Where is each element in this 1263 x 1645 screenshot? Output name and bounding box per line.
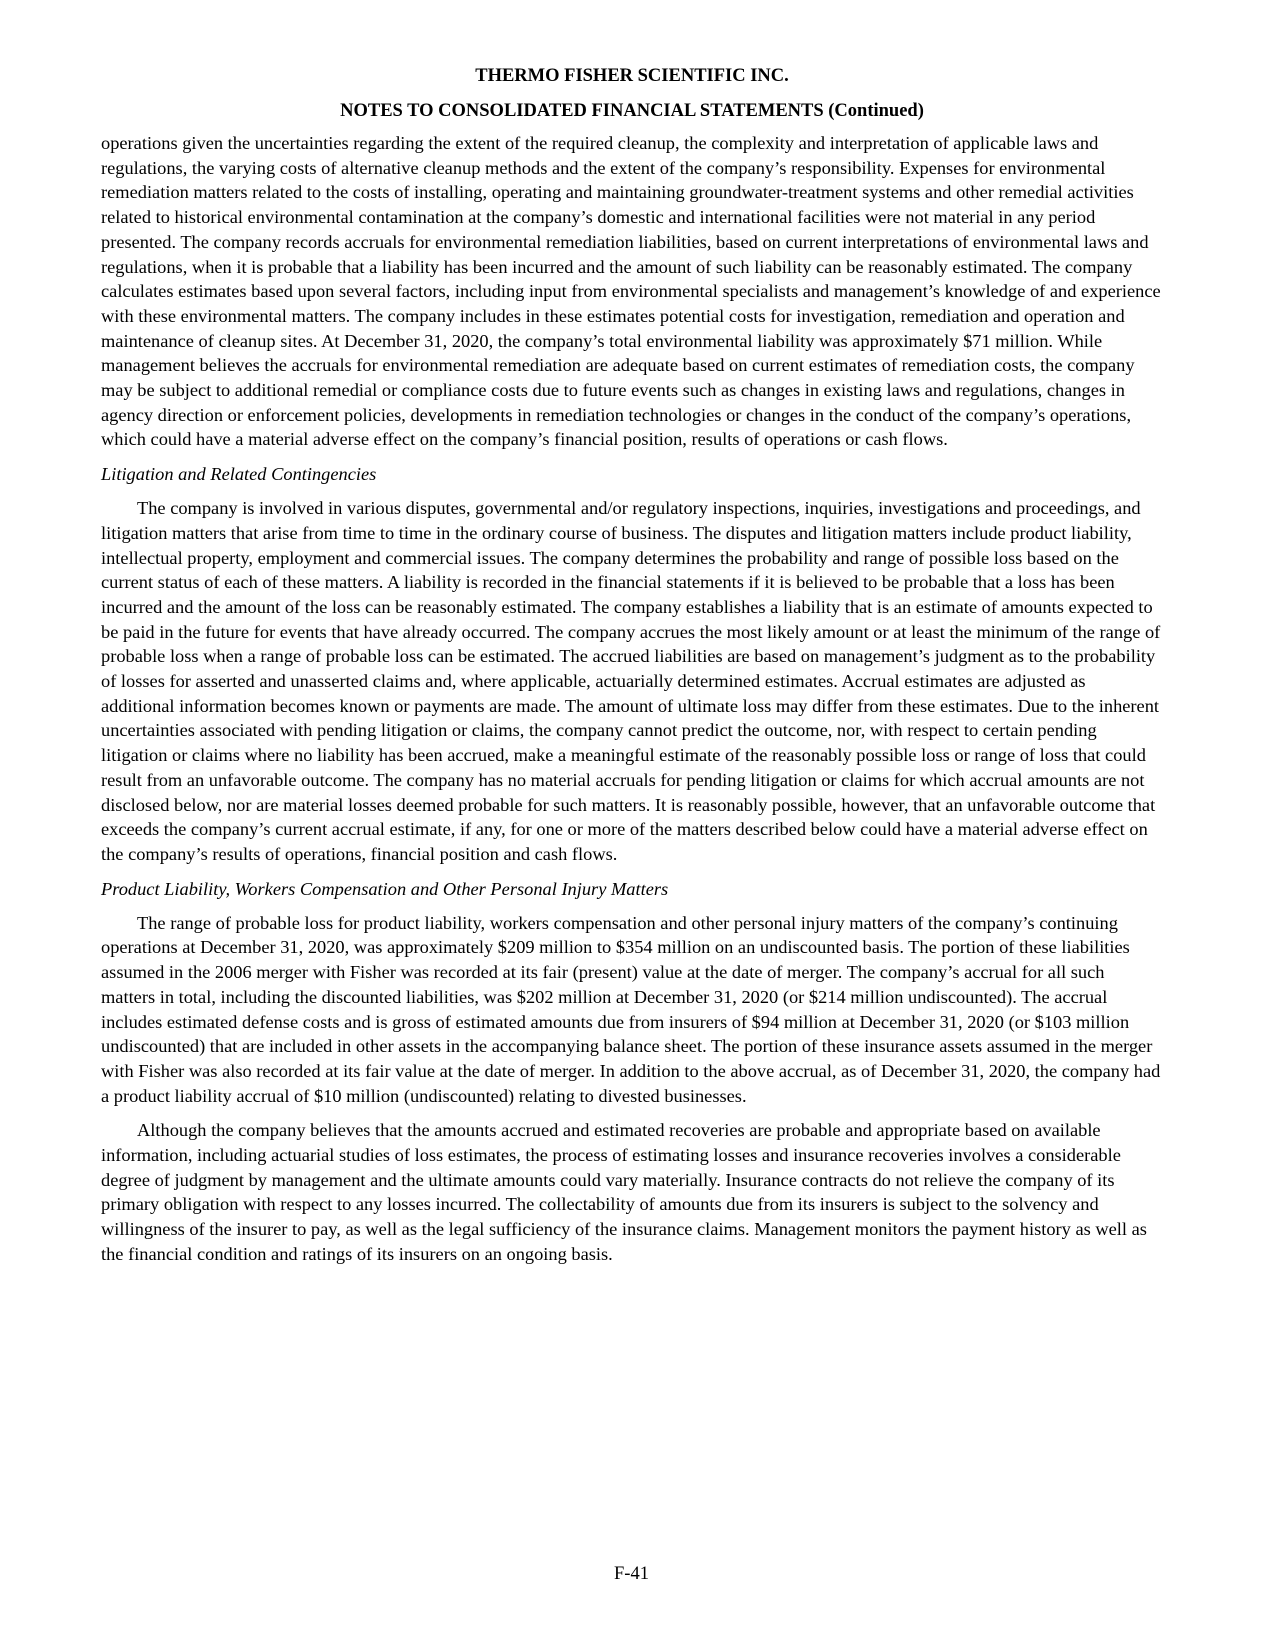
litigation-heading: Litigation and Related Contingencies [101,464,377,485]
insurance-recoveries-paragraph: Although the company believes that the amounts accrued and estimated recoveries are probable and appropriate based on available information, including actuarial studies of loss estimates, the process of estimating losses and insurance recoveries involves a considerable degree of judgment by management and the ultimate amounts could vary materially. Insurance contracts do not relieve the company of its primary obligation with respect to any losses incurred. The collectability of amounts due from its insurers is subject to the solvency and willingness of the insurer to pay, as well as the legal sufficiency of the insurance claims. Management monitors the payment history as well as the financial condition and ratings of its insurers on an ongoing basis. [101,1120,1147,1264]
page-title: NOTES TO CONSOLIDATED FINANCIAL STATEMENTS (Continued) [340,101,924,121]
page-number: F-41 [614,1564,649,1584]
product-liability-paragraph: The range of probable loss for product liability, workers compensation and other personal injury matters of the company’s continuing operations at December 31, 2020, was approximately $209 million to $354 million on an undiscounted basis. The portion of these liabilities assumed in the 2006 merger with Fisher was recorded at its fair (present) value at the date of merger. The company’s accrual for all such matters in total, including the discounted liabilities, was $202 million at December 31, 2020 (or $214 million undiscounted). The accrual includes estimated defense costs and is gross of estimated amounts due from insurers of $94 million at December 31, 2020 (or $103 million undiscounted) that are included in other assets in the accompanying balance sheet. The portion of these insurance assets assumed in the merger with Fisher was also recorded at its fair value at the date of merger. In addition to the above accrual, as of December 31, 2020, the company had a product liability accrual of $10 million (undiscounted) relating to divested businesses. [101,912,1161,1106]
environmental-remediation-paragraph: operations given the uncertainties regarding the extent of the required cleanup, the complexity and interpretation of applicable laws and regulations, the varying costs of alternative cleanup methods and the extent of the company’s responsibility. Expenses for environmental remediation matters related to the costs of installing, operating and maintaining groundwater-treatment systems and other remedial activities related to historical environmental contamination at the company’s domestic and international facilities were not material in any period presented. The company records accruals for environmental remediation liabilities, based on current interpretations of environmental laws and regulations, when it is probable that a liability has been incurred and the amount of such liability can be reasonably estimated. The company calculates estimates based upon several factors, including input from environmental specialists and management’s knowledge of and experience with these environmental matters. The company includes in these estimates potential costs for investigation, remediation and operation and maintenance of cleanup sites. At December 31, 2020, the company’s total environmental liability was approximately $71 million. While management believes the accruals for environmental remediation are adequate based on current estimates of remediation costs, the company may be subject to additional remedial or compliance costs due to future events such as changes in existing laws and regulations, changes in agency direction or enforcement policies, developments in remediation technologies or changes in the conduct of the company’s operations, which could have a material adverse effect on the company’s financial position, results of operations or cash flows. [101,133,1161,450]
product-liability-heading: Product Liability, Workers Compensation and Other Personal Injury Matters [101,878,669,899]
company-name: THERMO FISHER SCIENTIFIC INC. [475,66,789,86]
litigation-paragraph: The company is involved in various disputes, governmental and/or regulatory inspections, inquiries, investigations and proceedings, and litigation matters that arise from time to time in the ordinary course of business. The disputes and litigation matters include product liability, intellectual property, employment and commercial issues. The company determines the probability and range of possible loss based on the current status of each of these matters. A liability is recorded in the financial statements if it is believed to be probable that a loss has been incurred and the amount of the loss can be reasonably estimated. The company establishes a liability that is an estimate of amounts expected to be paid in the future for events that have already occurred. The company accrues the most likely amount or at least the minimum of the range of probable loss when a range of probable loss can be estimated. The accrued liabilities are based on management’s judgment as to the probability of losses for asserted and unasserted claims and, where applicable, actuarially determined estimates. Accrual estimates are adjusted as additional information becomes known or payments are made. The amount of ultimate loss may differ from these estimates. Due to the inherent uncertainties associated with pending litigation or claims, the company cannot predict the outcome, nor, with respect to certain pending litigation or claims where no liability has been accrued, make a meaningful estimate of the reasonably possible loss or range of loss that could result from an unfavorable outcome. The company has no material accruals for pending litigation or claims for which accrual amounts are not disclosed below, nor are material losses deemed probable for such matters. It is reasonably possible, however, that an unfavorable outcome that exceeds the company’s current accrual estimate, if any, for one or more of the matters described below could have a material adverse effect on the company’s results of operations, financial position and cash flows. [101,498,1161,864]
document-page [101,60,1163,1267]
